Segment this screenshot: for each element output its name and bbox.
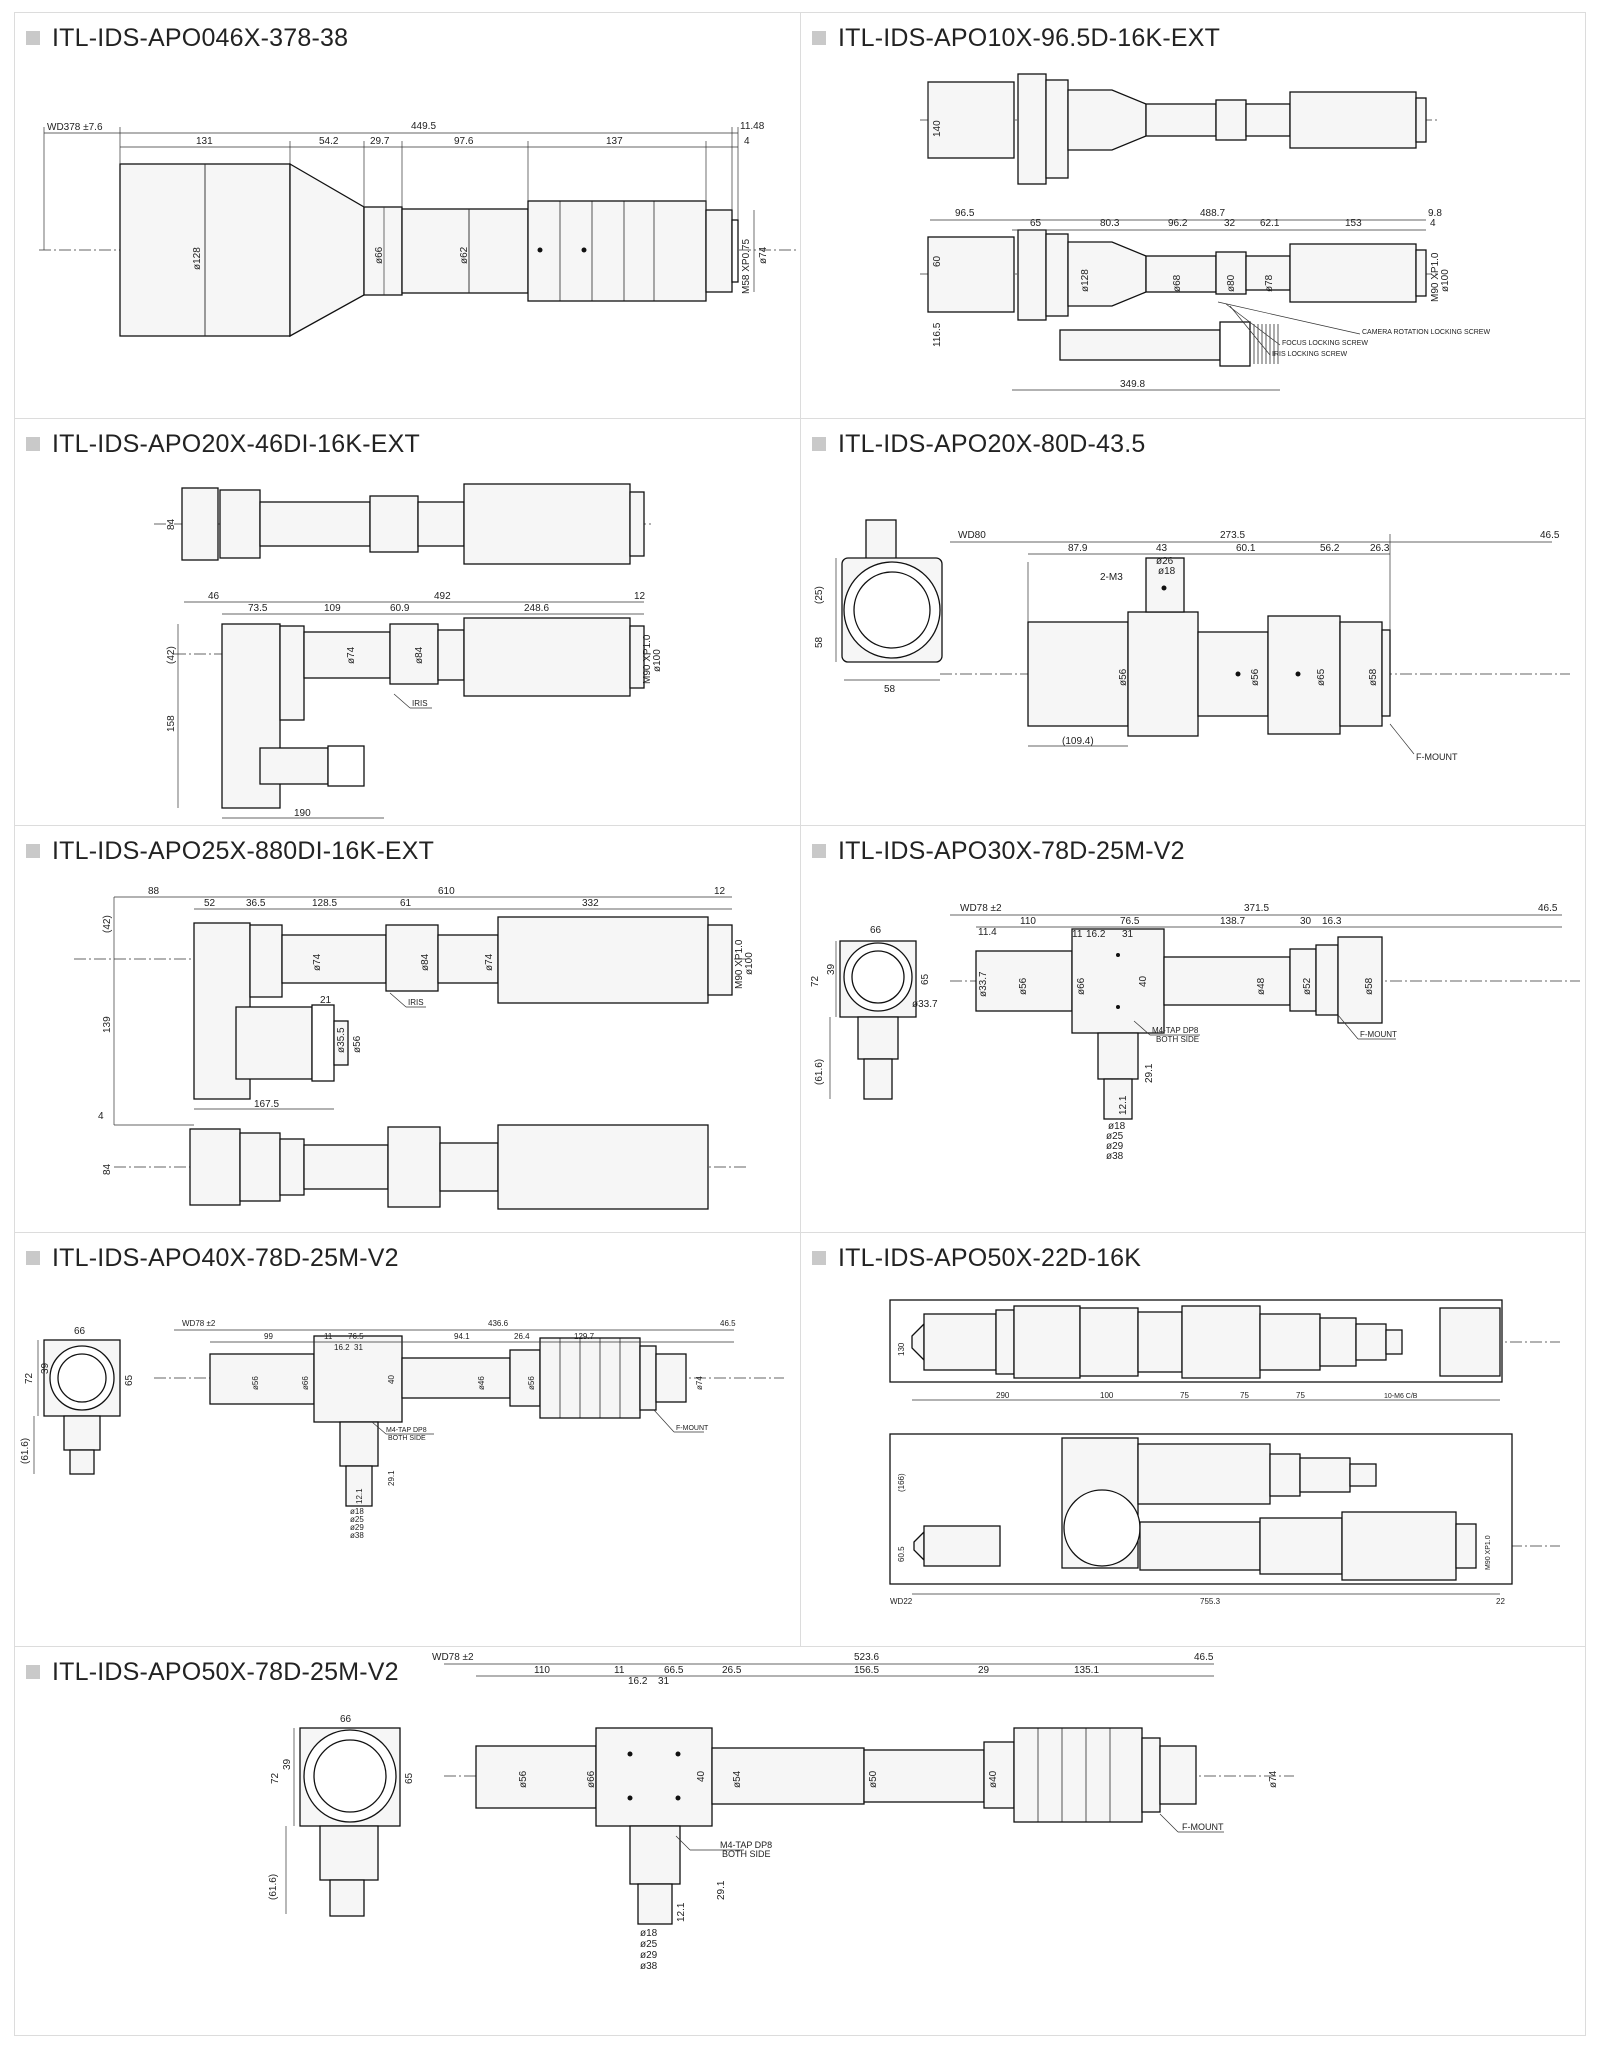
callout-label: IRIS LOCKING SCREW	[1272, 351, 1348, 358]
dim-label: (109.4)	[1062, 736, 1094, 747]
dim-diameter: ø56	[1250, 668, 1261, 686]
callout-label: 10-M6 C/B	[1384, 1393, 1418, 1400]
dim-label: 290	[996, 1391, 1010, 1400]
lens-panel-apo20x-80d[interactable]	[800, 418, 1586, 825]
dim-label: 43	[1156, 543, 1168, 554]
dim-label: 31	[1122, 929, 1134, 940]
dim-diameter: ø65	[1316, 668, 1327, 686]
callout-label: FOCUS LOCKING SCREW	[1282, 340, 1368, 347]
dim-diameter: ø35.5	[336, 1027, 347, 1053]
dim-thread: M90 XP1.0	[1485, 1535, 1492, 1570]
dim-label: 26.3	[1370, 543, 1390, 554]
dim-label: 129.7	[574, 1332, 595, 1341]
dim-diameter: ø58	[1364, 977, 1375, 995]
dim-diameter: ø84	[420, 953, 431, 971]
dim-label: (42)	[102, 915, 113, 933]
dim-label: 110	[534, 1665, 550, 1676]
dim-label: 4	[98, 1111, 104, 1122]
panel-title: ITL-IDS-APO30X-78D-25M-V2	[812, 837, 1185, 866]
lens-drawing	[800, 825, 1586, 1232]
dim-label: 75	[1240, 1391, 1249, 1400]
dim-total: 523.6	[854, 1652, 880, 1663]
dim-label: 4	[744, 136, 750, 147]
callout-label: F-MOUNT	[1360, 1030, 1397, 1039]
lens-panel-apo50x-22d[interactable]	[800, 1232, 1586, 1646]
dim-label: 54.2	[319, 136, 339, 147]
dim-diameter: ø66	[586, 1770, 597, 1788]
dim-label: 138.7	[1220, 916, 1246, 927]
dim-wd: WD78 ±2	[182, 1319, 216, 1328]
dim-label: 46.5	[720, 1319, 736, 1328]
dim-diameter: ø128	[1080, 269, 1091, 292]
dim-diameter: ø50	[868, 1770, 879, 1788]
lens-drawing	[14, 1232, 800, 1646]
dim-label: 94.1	[454, 1332, 470, 1341]
dim-label: 88	[148, 886, 160, 897]
dim-label: 153	[1345, 218, 1362, 229]
dim-label: 39	[282, 1758, 293, 1770]
callout-label: BOTH SIDE	[722, 1849, 771, 1859]
dim-thread: M90 XP1.0	[1430, 252, 1441, 302]
dim-label: 26.4	[514, 1332, 530, 1341]
dim-diameter: ø56	[527, 1376, 536, 1390]
dim-diameter: ø29	[640, 1950, 658, 1961]
dim-diameter: ø78	[1264, 274, 1275, 292]
dim-diameter: ø25	[1106, 1131, 1124, 1142]
dim-label: 76.5	[1120, 916, 1140, 927]
dim-diameter: ø56	[251, 1376, 260, 1390]
dim-diameter: ø29	[350, 1523, 364, 1532]
dim-thread: M58 XP0.75	[741, 238, 752, 294]
callout-label: CAMERA ROTATION LOCKING SCREW	[1362, 329, 1491, 336]
panel-title: ITL-IDS-APO046X-378-38	[26, 24, 348, 53]
lens-panel-apo25x[interactable]	[14, 825, 800, 1232]
dim-total: 492	[434, 591, 451, 602]
dim-label: 96.5	[955, 208, 975, 219]
dim-label: 16.2	[334, 1343, 350, 1352]
dim-label: 130	[897, 1342, 906, 1356]
dim-label: 46.5	[1194, 1652, 1214, 1663]
dim-diameter: ø74	[484, 953, 495, 971]
dim-label: 12.1	[1118, 1095, 1129, 1115]
panel-title: ITL-IDS-APO50X-78D-25M-V2	[26, 1658, 399, 1687]
dim-diameter: ø25	[350, 1515, 364, 1524]
callout-label: M4-TAP DP8	[386, 1427, 427, 1434]
dim-label: 137	[606, 136, 623, 147]
lens-panel-apo046x[interactable]	[14, 12, 800, 418]
dim-label: 349.8	[1120, 379, 1146, 390]
dim-diameter: ø48	[1256, 977, 1267, 995]
dim-label: 39	[826, 963, 837, 975]
dim-label: 60	[932, 255, 943, 267]
dim-diameter: ø18	[1108, 1121, 1126, 1132]
dim-label: 76.5	[348, 1332, 364, 1341]
dim-diameter: ø74	[312, 953, 323, 971]
dim-diameter: ø74	[695, 1376, 704, 1390]
dim-label: 39	[40, 1362, 51, 1374]
dim-label: 12.1	[676, 1902, 687, 1922]
dim-thread: M90 XP1.0	[642, 634, 653, 684]
dim-total: 273.5	[1220, 530, 1246, 541]
dim-label: 75	[1180, 1391, 1189, 1400]
dim-label: 12	[714, 886, 726, 897]
dim-label: 116.5	[932, 322, 943, 347]
dim-diameter: ø29	[1106, 1141, 1124, 1152]
lens-drawing	[14, 1646, 1586, 2036]
lens-panel-apo40x[interactable]	[14, 1232, 800, 1646]
dim-label: 29.1	[387, 1470, 396, 1486]
dim-label: 60.5	[897, 1546, 906, 1562]
dim-wd: WD378 ±7.6	[47, 122, 103, 133]
dim-label: 40	[696, 1770, 707, 1782]
dim-label: 31	[354, 1343, 363, 1352]
lens-panel-apo50x-78d[interactable]	[14, 1646, 1586, 2036]
dim-diameter: ø25	[640, 1939, 658, 1950]
dim-diameter: ø56	[518, 1770, 529, 1788]
dim-label: 109	[324, 603, 341, 614]
dim-label: 12.1	[355, 1488, 364, 1504]
dim-label: 65	[404, 1772, 415, 1784]
dim-total: 449.5	[411, 121, 437, 132]
lens-drawing	[800, 12, 1586, 418]
panel-title: ITL-IDS-APO50X-22D-16K	[812, 1244, 1141, 1273]
dim-label: 60.9	[390, 603, 410, 614]
dim-label: 190	[294, 808, 311, 819]
dim-diameter: ø33.7	[978, 971, 989, 997]
dim-total: 436.6	[488, 1319, 509, 1328]
dim-diameter: ø58	[1368, 668, 1379, 686]
lens-drawing	[800, 418, 1586, 825]
dim-label: 62.1	[1260, 218, 1280, 229]
dim-label: 30	[1300, 916, 1312, 927]
callout-label: F-MOUNT	[1416, 752, 1458, 762]
dim-wd: WD78 ±2	[960, 903, 1002, 914]
dim-diameter: ø18	[1158, 566, 1176, 577]
dim-label: 52	[204, 898, 216, 909]
dim-diameter: ø66	[301, 1376, 310, 1390]
lens-panel-apo30x[interactable]	[800, 825, 1586, 1232]
dim-label: (61.6)	[268, 1873, 279, 1900]
dim-label: 11	[1072, 929, 1083, 940]
dim-diameter: ø68	[1172, 274, 1183, 292]
dim-label: 22	[1496, 1597, 1505, 1606]
dim-label: 110	[1020, 916, 1036, 927]
callout-label: M4-TAP DP8	[1152, 1026, 1199, 1035]
dim-label: 16.2	[1086, 929, 1106, 940]
dim-label: 65	[920, 973, 931, 985]
callout-label: M4-TAP DP8	[720, 1840, 773, 1850]
dim-total: 371.5	[1244, 903, 1270, 914]
dim-label: 72	[24, 1372, 35, 1384]
dim-diameter: ø46	[477, 1376, 486, 1390]
dim-label: 66	[74, 1326, 86, 1337]
dim-label: 40	[387, 1375, 396, 1384]
dim-label: (166)	[897, 1473, 906, 1492]
dim-diameter: ø100	[744, 952, 755, 975]
dim-label: 66	[870, 925, 882, 936]
callout-label: F-MOUNT	[1182, 1822, 1224, 1832]
dim-label: 16.2	[628, 1676, 648, 1687]
dim-total: 488.7	[1200, 208, 1226, 219]
dim-label: 60.1	[1236, 543, 1256, 554]
dim-diameter: ø66	[1076, 977, 1087, 995]
dim-label: 139	[102, 1016, 113, 1033]
dim-label: 11.48	[740, 121, 765, 132]
dim-label: 58	[814, 636, 825, 648]
callout-label: IRIS	[412, 699, 428, 708]
dim-label: 29.1	[1144, 1063, 1155, 1083]
dim-wd: WD22	[890, 1597, 913, 1606]
panel-title: ITL-IDS-APO40X-78D-25M-V2	[26, 1244, 399, 1273]
dim-label: 46.5	[1538, 903, 1558, 914]
dim-label: 75	[1296, 1391, 1305, 1400]
dim-diameter: ø74	[346, 646, 357, 664]
panel-title: ITL-IDS-APO20X-46DI-16K-EXT	[26, 430, 420, 459]
dim-label: 131	[196, 136, 213, 147]
dim-label: (25)	[814, 586, 825, 604]
dim-label: 84	[166, 518, 177, 530]
lens-drawing	[800, 1232, 1586, 1646]
dim-diameter: ø74	[758, 246, 769, 264]
dim-diameter: ø38	[1106, 1151, 1124, 1162]
dim-label: 36.5	[246, 898, 266, 909]
dim-label: 32	[1224, 218, 1236, 229]
dim-diameter: ø56	[1118, 668, 1129, 686]
dim-diameter: ø56	[1018, 977, 1029, 995]
dim-total: 755.3	[1200, 1597, 1221, 1606]
dim-diameter: ø38	[640, 1961, 658, 1972]
dim-label: 29	[978, 1665, 990, 1676]
dim-diameter: ø40	[988, 1770, 999, 1788]
dim-diameter: ø100	[1440, 269, 1451, 292]
dim-diameter: ø18	[350, 1507, 364, 1516]
dim-diameter: ø62	[459, 246, 470, 264]
dim-label: 2-M3	[1100, 572, 1123, 583]
dim-label: 73.5	[248, 603, 268, 614]
lens-panel-apo10x[interactable]	[800, 12, 1586, 418]
dim-label: 56.2	[1320, 543, 1340, 554]
dim-label: 11.4	[978, 927, 997, 938]
dim-total: 610	[438, 886, 455, 897]
lens-panel-apo20x-46di[interactable]	[14, 418, 800, 825]
dim-label: 87.9	[1068, 543, 1088, 554]
dim-label: 248.6	[524, 603, 550, 614]
dim-label: 26.5	[722, 1665, 742, 1676]
dim-label: 128.5	[312, 898, 338, 909]
callout-label: IRIS	[408, 998, 424, 1007]
dim-diameter: ø84	[414, 646, 425, 664]
dim-diameter: ø18	[640, 1928, 658, 1939]
dim-label: (42)	[166, 646, 177, 664]
dim-label: 4	[1430, 218, 1436, 229]
callout-label: F-MOUNT	[676, 1425, 709, 1432]
dim-label: 11	[614, 1665, 625, 1676]
dim-diameter: ø52	[1302, 977, 1313, 995]
dim-label: 31	[658, 1676, 670, 1687]
dim-diameter: ø56	[352, 1035, 363, 1053]
dim-label: 158	[166, 715, 177, 732]
dim-label: 97.6	[454, 136, 474, 147]
dim-label: 65	[124, 1374, 135, 1386]
dim-wd: WD78 ±2	[432, 1652, 474, 1663]
dim-diameter: ø80	[1226, 274, 1237, 292]
lens-drawing	[14, 418, 800, 825]
dim-label: (61.6)	[814, 1058, 825, 1085]
dim-label: 156.5	[854, 1665, 880, 1676]
dim-label: 46	[208, 591, 220, 602]
dim-label: 140	[932, 120, 943, 137]
panel-title: ITL-IDS-APO25X-880DI-16K-EXT	[26, 837, 434, 866]
callout-label: BOTH SIDE	[1156, 1035, 1200, 1044]
dim-label: 96.2	[1168, 218, 1188, 229]
lens-drawing	[14, 825, 800, 1232]
dim-diameter: ø100	[652, 649, 663, 672]
dim-diameter: ø74	[1268, 1770, 1279, 1788]
dim-thread: M90 XP1.0	[734, 939, 745, 989]
dim-label: 99	[264, 1332, 273, 1341]
dim-label: 65	[1030, 218, 1042, 229]
dim-label: 29.7	[370, 136, 390, 147]
dim-label: 61	[400, 898, 412, 909]
dim-label: (61.6)	[20, 1437, 31, 1464]
dim-label: 46.5	[1540, 530, 1560, 541]
dim-label: 332	[582, 898, 599, 909]
dim-label: 84	[102, 1163, 113, 1175]
dim-label: 58	[884, 684, 896, 695]
dim-label: 9.8	[1428, 208, 1442, 219]
dim-diameter: ø66	[374, 246, 385, 264]
dim-label: 66	[340, 1714, 352, 1725]
dim-wd: WD80	[958, 530, 986, 541]
dim-diameter: ø26	[1156, 556, 1174, 567]
panel-title: ITL-IDS-APO10X-96.5D-16K-EXT	[812, 24, 1220, 53]
lens-drawing	[14, 12, 800, 418]
dim-diameter: ø33.7	[912, 999, 938, 1010]
callout-label: BOTH SIDE	[388, 1435, 426, 1442]
dim-diameter: ø38	[350, 1531, 364, 1540]
dim-label: 167.5	[254, 1099, 280, 1110]
panel-title: ITL-IDS-APO20X-80D-43.5	[812, 430, 1146, 459]
dim-label: 11	[324, 1332, 333, 1341]
dim-label: 100	[1100, 1391, 1114, 1400]
dim-diameter: ø54	[732, 1770, 743, 1788]
dim-label: 80.3	[1100, 218, 1120, 229]
dim-label: 72	[810, 975, 821, 987]
dim-label: 21	[320, 995, 332, 1006]
dim-label: 72	[270, 1772, 281, 1784]
dim-label: 29.1	[716, 1880, 727, 1900]
dim-label: 66.5	[664, 1665, 684, 1676]
dim-label: 40	[1138, 975, 1149, 987]
dim-label: 135.1	[1074, 1665, 1100, 1676]
dim-label: 12	[634, 591, 646, 602]
dim-diameter: ø128	[192, 247, 203, 270]
dim-label: 16.3	[1322, 916, 1342, 927]
